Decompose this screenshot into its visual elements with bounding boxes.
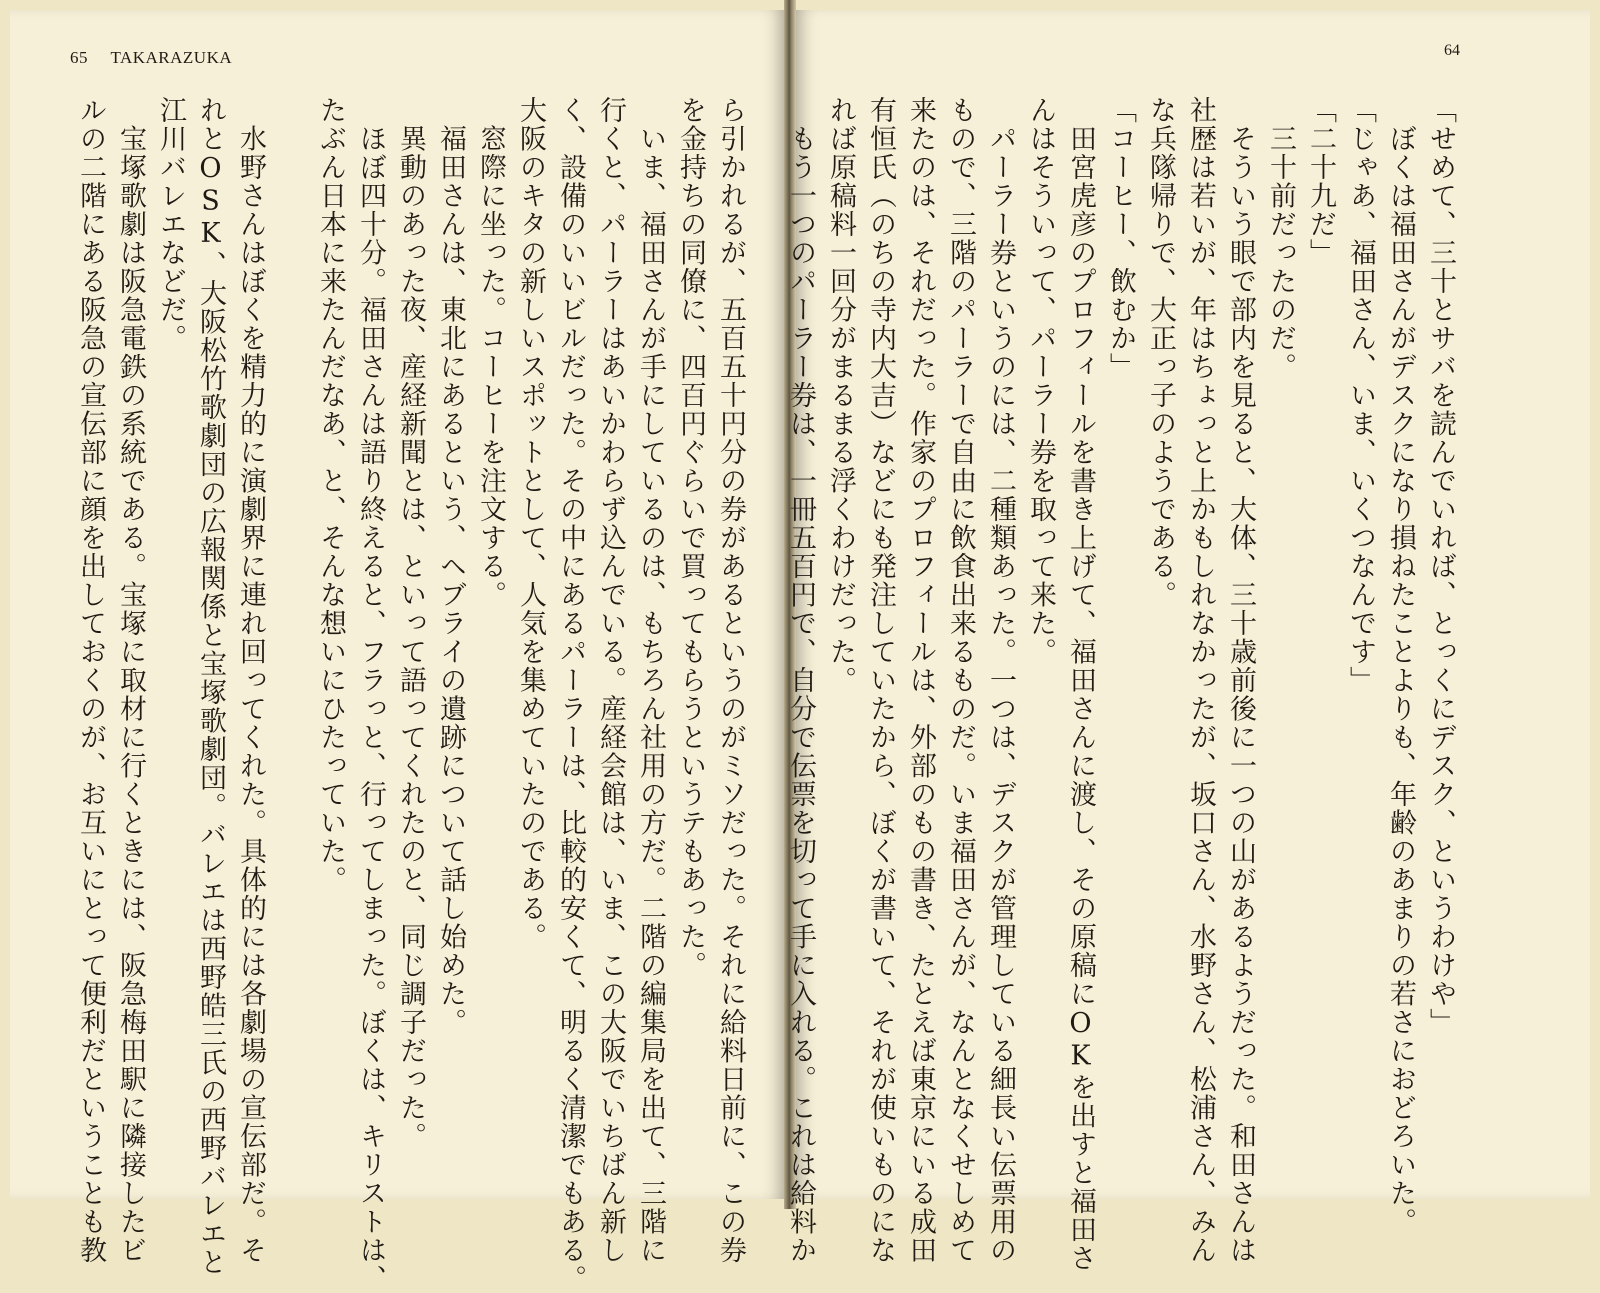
text-line: を金持ちの同僚に、四百円ぐらいで買ってもらうというテもあった。 [675, 96, 706, 980]
text-line: 三十前だったのだ。 [1265, 96, 1296, 381]
text-line: ほぼ四十分。福田さんは語り終えると、フラっと、行ってしまった。ぼくは、キリストは、 [355, 96, 386, 1293]
text-line: 田宮虎彦のプロフィールを書き上げて、福田さんに渡し、その原稿にOKを出すと福田さ [1065, 96, 1096, 1273]
text-line: 福田さんは、東北にあるという、ヘブライの遺跡について話し始めた。 [435, 96, 466, 1037]
text-line: ぼくは福田さんがデスクになり損ねたことよりも、年齢のあまりの若さにおどろいた。 [1385, 96, 1416, 1236]
left-page-header [70, 48, 232, 68]
text-line: 窓際に坐った。コーヒーを注文する。 [475, 96, 506, 609]
text-line: 「じゃあ、福田さん、いま、いくつなんです」 [1345, 96, 1376, 695]
left-page-text [70, 96, 750, 1293]
right-page-text [780, 96, 1460, 1273]
text-line: 宝塚歌劇は阪急電鉄の系統である。宝塚に取材に行くときには、阪急梅田駅に隣接したビ [115, 96, 146, 1265]
text-line: 行くと、パーラーはあいかわらず込んでいる。産経会館は、いま、この大阪でいちばん新し [595, 96, 626, 1265]
text-line: 「二十九だ」 [1305, 96, 1336, 267]
text-line: く、設備のいいビルだった。その中にあるパーラーは、比較的安くて、明るく清潔でもある。 [555, 96, 586, 1293]
text-line: たぶん日本に来たんだなあ、と、そんな想いにひたっていた。 [315, 96, 346, 894]
text-line: 来たのは、それだった。作家のプロフィールは、外部のもの書き、たとえば東京にいる成田 [905, 96, 936, 1265]
text-line: れば原稿料一回分がまるまる浮くわけだった。 [825, 96, 856, 695]
text-line: 有恒氏（のちの寺内大吉）などにも発注していたから、ぼくが書いて、それが使いものにな [865, 96, 896, 1265]
text-line: ルの二階にある阪急の宣伝部に顔を出しておくのが、お互いにとって便利だということも教 [75, 96, 106, 1265]
text-line [270, 96, 310, 1176]
text-line: 江川バレエなどだ。 [155, 96, 186, 353]
text-line: れとOSK、大阪松竹歌劇団の広報関係と宝塚歌劇団。バレエは西野皓三氏の西野バレエと [195, 96, 226, 1277]
text-line: 大阪のキタの新しいスポットとして、人気を集めていたのである。 [515, 96, 546, 951]
text-line: 社歴は若いが、年はちょっと上かもしれなかったが、坂口さん、水野さん、松浦さん、みん [1185, 96, 1216, 1265]
text-line: んはそういって、パーラー券を取って来た。 [1025, 96, 1056, 666]
text-line: な兵隊帰りで、大正っ子のようである。 [1145, 96, 1176, 609]
text-line: ら引かれるが、五百五十円分の券があるというのがミソだった。それに給料日前に、この券 [715, 96, 746, 1265]
text-line: 「せめて、三十とサバを読んでいれば、とっくにデスク、というわけや」 [1425, 96, 1456, 1037]
text-line: もので、三階のパーラーで自由に飲食出来るものだ。いま福田さんが、なんとなくせしめて [945, 96, 976, 1265]
text-line: いま、福田さんが手にしているのは、もちろん社用の方だ。二階の編集局を出て、三階に [635, 96, 666, 1265]
running-title: TAKARAZUKA [110, 48, 233, 67]
text-line: 異動のあった夜、産経新聞とは、といって語ってくれたのと、同じ調子だった。 [395, 96, 426, 1151]
text-line: もう一つのパーラー券は、一冊五百円で、自分で伝票を切って手に入れる。これは給料か [785, 96, 816, 1265]
text-line: 水野さんはぼくを精力的に演劇界に連れ回ってくれた。具体的には各劇場の宣伝部だ。そ [235, 96, 266, 1265]
text-line: そういう眼で部内を見ると、大体、三十歳前後に一つの山があるようだった。和田さんは [1225, 96, 1256, 1265]
left-page-number: 65 [70, 48, 88, 67]
text-line: パーラー券というのには、二種類あった。一つは、デスクが管理している細長い伝票用の [985, 96, 1016, 1265]
right-page-number: 64 [1444, 42, 1460, 59]
text-line: 「コーヒー、飲むか」 [1105, 96, 1136, 381]
